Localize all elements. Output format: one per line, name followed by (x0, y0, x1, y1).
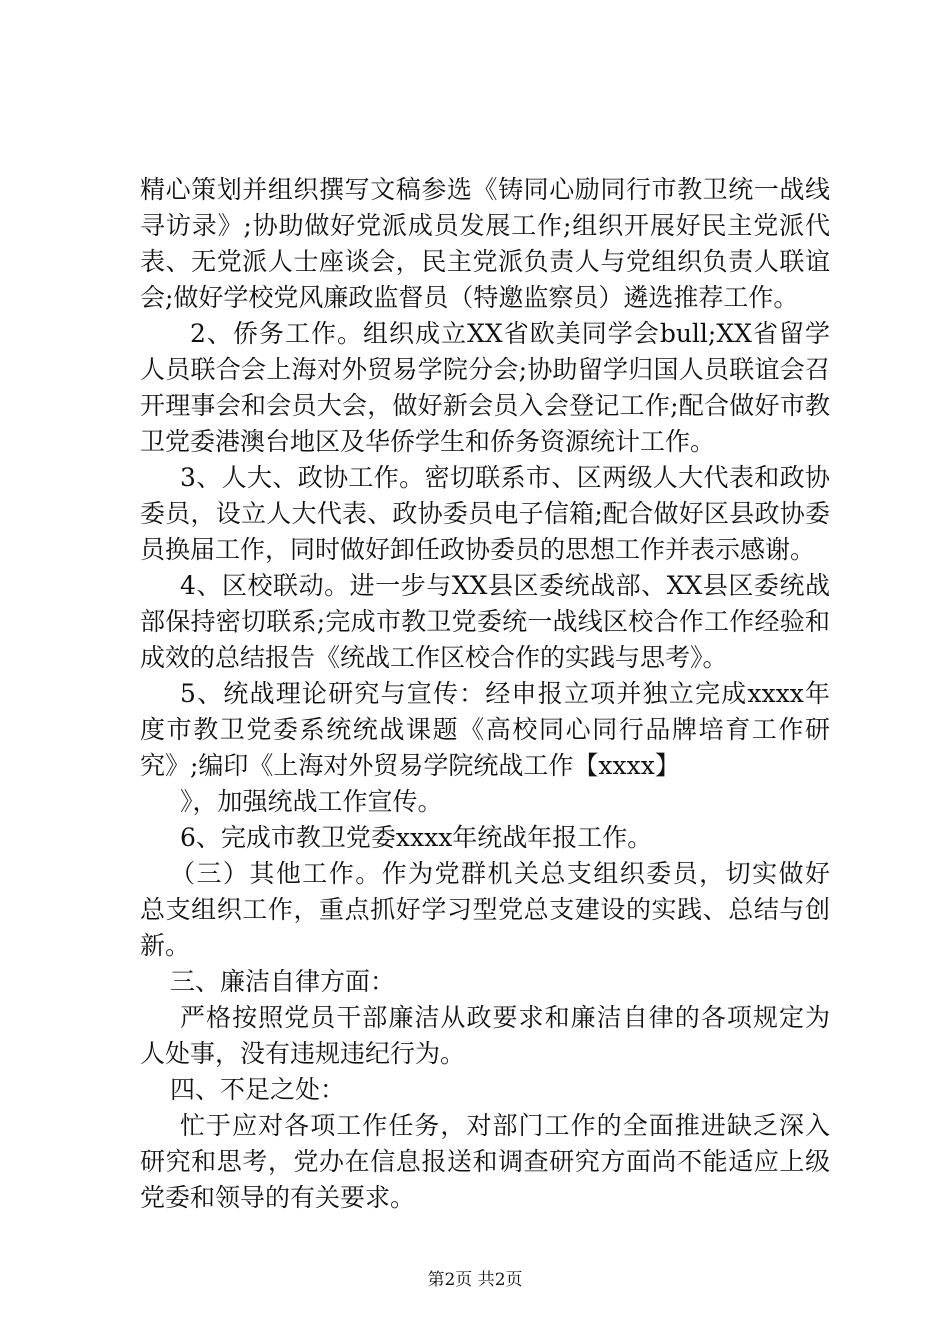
text-line: 3、人大、政协工作。密切联系市、区两级人大代表和政协 (180, 463, 830, 492)
text-line: 党委和领导的有关要求。 (140, 1183, 416, 1212)
text-line: 人处事，没有违规违纪行为。 (140, 1039, 466, 1068)
text-line: 部保持密切联系;完成市教卫党委统一战线区校合作工作经验和 (140, 607, 830, 636)
text-line: 会;做好学校党风廉政监督员（特邀监察员）遴选推荐工作。 (140, 283, 799, 312)
text-line: 究》;编印《上海对外贸易学院统战工作【xxxx】 (140, 751, 680, 780)
text-line: 成效的总结报告《统战工作区校合作的实践与思考》。 (140, 643, 728, 672)
text-line: 委员，设立人大代表、政协委员电子信箱;配合做好区县政协委 (140, 499, 830, 528)
text-line: （三）其他工作。作为党群机关总支组织委员，切实做好 (170, 859, 830, 888)
text-line: 精心策划并组织撰写文稿参选《铸同心励同行市教卫统一战线 (140, 175, 830, 204)
text-line: 》，加强统战工作宣传。 (180, 787, 443, 816)
text-line: 2、侨务工作。组织成立XX省欧美同学会bull;XX省留学 (190, 319, 830, 348)
text-line: 6、完成市教卫党委xxxx年统战年报工作。 (180, 823, 653, 852)
text-line: 四、不足之处： (170, 1075, 346, 1104)
document-body (140, 172, 830, 1216)
text-line: 三、廉洁自律方面： (170, 967, 396, 996)
text-line: 员换届工作，同时做好卸任政协委员的思想工作并表示感谢。 (140, 535, 816, 564)
text-line: 研究和思考，党办在信息报送和调查研究方面尚不能适应上级 (140, 1147, 830, 1176)
text-line: 5、统战理论研究与宣传：经申报立项并独立完成xxxx年 (180, 679, 830, 708)
text-line: 表、无党派人士座谈会，民主党派负责人与党组织负责人联谊 (140, 247, 830, 276)
text-line: 人员联合会上海对外贸易学院分会;协助留学归国人员联谊会召 (140, 355, 830, 384)
text-line: 开理事会和会员大会，做好新会员入会登记工作;配合做好市教 (140, 391, 830, 420)
text-line: 度市教卫党委系统统战课题《高校同心同行品牌培育工作研 (140, 715, 830, 744)
text-line: 卫党委港澳台地区及华侨学生和侨务资源统计工作。 (140, 427, 716, 456)
text-line: 寻访录》;协助做好党派成员发展工作;组织开展好民主党派代 (140, 211, 830, 240)
text-line: 严格按照党员干部廉洁从政要求和廉洁自律的各项规定为 (180, 1003, 830, 1032)
text-line: 忙于应对各项工作任务，对部门工作的全面推进缺乏深入 (180, 1111, 830, 1140)
text-line: 新。 (140, 931, 191, 960)
text-line: 总支组织工作，重点抓好学习型党总支建设的实践、总结与创 (140, 895, 830, 924)
page-footer: 第2页 共2页 (427, 1270, 523, 1290)
text-line: 4、区校联动。进一步与XX县区委统战部、XX县区委统战 (180, 571, 830, 600)
